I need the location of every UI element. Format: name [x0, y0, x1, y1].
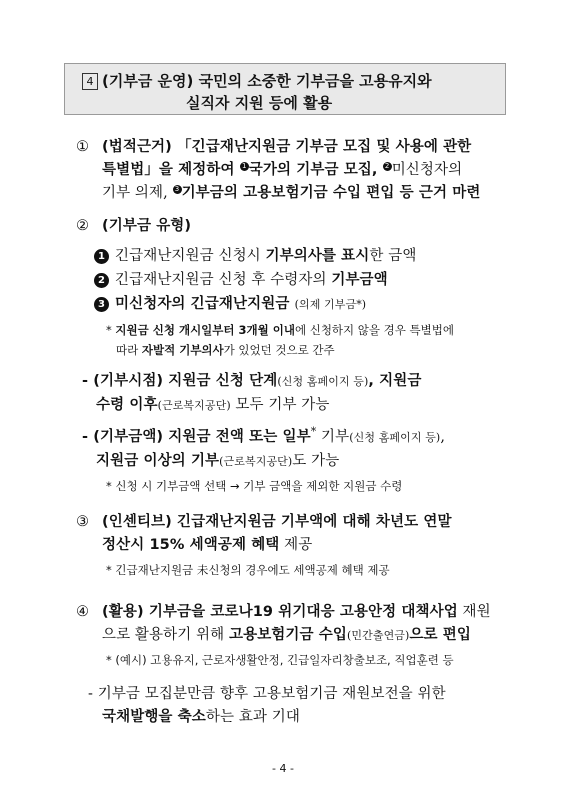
- legal-basis-line2: 특별법」을 제정하여 1 국가의 기부금 모집, 2 미신청자의: [102, 162, 463, 178]
- donation-amount-line1: - (기부금액) 지원금 전액 또는 일부* 기부(신청 홈페이지 등),: [82, 425, 446, 445]
- usage-line2: 으로 활용하기 위해 고용보험기금 수입(민간출연금)으로 편입: [102, 627, 471, 643]
- incentive-line1: ③ (인센티브) 긴급재난지원금 기부액에 대해 차년도 연말: [76, 514, 452, 530]
- donation-type-title: ② (기부금 유형): [76, 218, 192, 234]
- donation-type-note-line2: 따라 자발적 기부의사가 있었던 것으로 간주: [116, 343, 335, 357]
- legal-basis-line1: ① (법적근거) 「긴급재난지원금 기부금 모집 및 사용에 관한: [76, 139, 472, 155]
- section-header-line1: 4 (기부금 운영) 국민의 소중한 기부금을 고용유지와: [82, 70, 432, 91]
- legal-basis-line3: 기부 의제, 3 기부금의 고용보험기금 수입 편입 등 근거 마련: [102, 185, 481, 201]
- section-number-box: 4: [82, 73, 98, 90]
- section-header-line2: 실직자 지원 등에 활용: [186, 94, 333, 112]
- donation-type-item-1: 1 긴급재난지원금 신청시 기부의사를 표시한 금액: [94, 244, 416, 265]
- effect-line2: 국채발행을 축소하는 효과 기대: [102, 709, 300, 725]
- usage-line1: ④ (활용) 기부금을 코로나19 위기대응 고용안정 대책사업 재원: [76, 604, 491, 620]
- effect-line1: - 기부금 모집분만큼 향후 고용보험기금 재원보전을 위한: [88, 686, 446, 702]
- page-number: - 4 -: [272, 762, 294, 775]
- donation-type-item-3: 3 미신청자의 긴급재난지원금 (의제 기부금*): [94, 292, 366, 313]
- donation-type-note-line1: * 지원금 신청 개시일부터 3개월 이내에 신청하지 않을 경우 특별법에: [106, 323, 454, 337]
- usage-note: * (예시) 고용유지, 근로자생활안정, 긴급일자리창출보조, 직업훈련 등: [106, 653, 454, 667]
- donation-timing-line1: - (기부시점) 지원금 신청 단계(신청 홈페이지 등), 지원금: [82, 373, 422, 389]
- donation-timing-line2: 수령 이후(근로복지공단) 모두 기부 가능: [96, 397, 330, 413]
- donation-amount-note: * 신청 시 기부금액 선택 → 기부 금액을 제외한 지원금 수령: [106, 479, 403, 493]
- incentive-note: * 긴급재난지원금 未신청의 경우에도 세액공제 혜택 제공: [106, 563, 390, 577]
- donation-type-item-2: 2 긴급재난지원금 신청 후 수령자의 기부금액: [94, 268, 388, 289]
- incentive-line2: 정산시 15% 세액공제 혜택 제공: [102, 537, 313, 553]
- donation-amount-line2: 지원금 이상의 기부(근로복지공단)도 가능: [96, 453, 340, 469]
